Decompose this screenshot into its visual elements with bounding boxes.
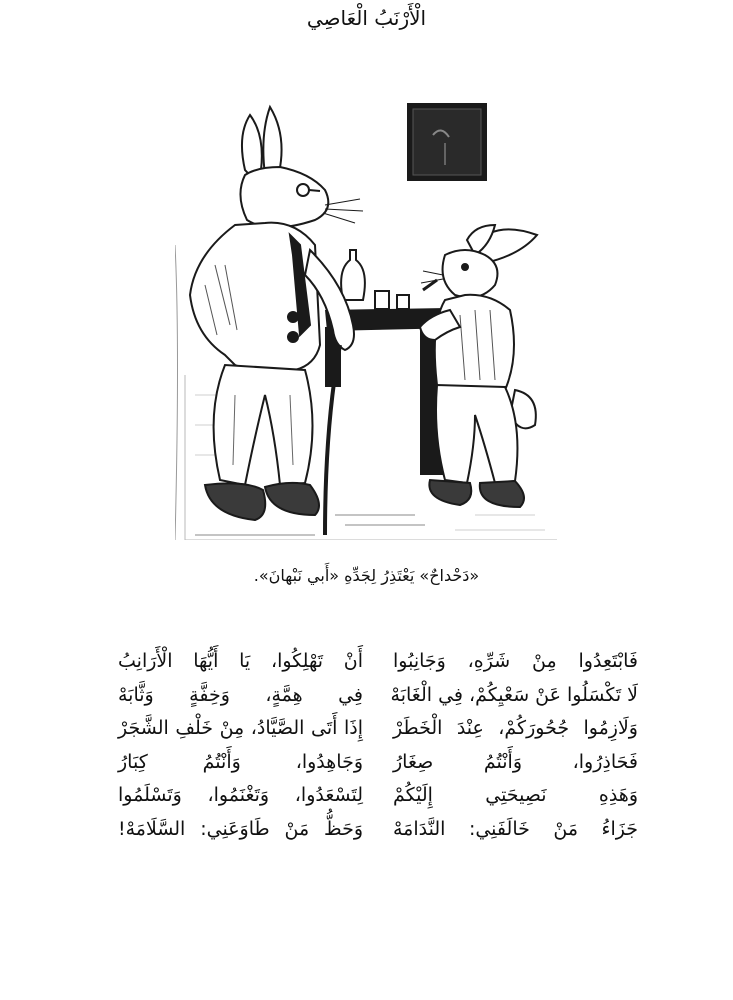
verse-line: جَزَاءُ مَنْ خَالَفَنِي: النَّدَامَهْ <box>393 817 638 840</box>
page-title: الْأَرْنَبُ الْعَاصِي <box>306 6 427 30</box>
verse-line: وَجَاهِدُوا، وَأَنْتُمُ كِبَارُ <box>118 750 363 773</box>
poem <box>118 645 638 865</box>
poem-right-column <box>390 645 638 846</box>
verse-line: وَهَذِهِ نَصِيحَتِي إِلَيْكُمْ <box>393 784 638 806</box>
verse-line: وَحَظُّ مَنْ طَاوَعَنِي: السَّلَامَهْ! <box>118 817 363 840</box>
verse-line: فَحَاذِرُوا، وَأَنْتُمُ صِغَارُ <box>393 750 638 773</box>
verse-line: إِذَا أَتَى الصَّيَّادُ، مِنْ خَلْفِ الشَّجَرْ <box>118 717 363 739</box>
illustration-caption: «دَحْداحٌ» يَعْتَذِرُ لِجَدِّهِ «أَبي نَبْهانَ». <box>253 566 480 585</box>
verse-line: فَابْتَعِدُوا مِنْ شَرِّهِ، وَجَانِبُوا <box>393 650 638 672</box>
verse-line: لِتَسْعَدُوا، وَتَغْنَمُوا، وَتَسْلَمُوا <box>118 784 363 806</box>
verse-line: لَا تَكْسَلُوا عَنْ سَعْيِكُمْ، فِي الْغَابَهْ <box>390 683 638 706</box>
wall-picture <box>407 103 487 181</box>
rabbits-illustration <box>175 95 557 540</box>
verse-line: أَنْ تَهْلِكُوا، يَا أَيُّهَا الْأَرَانِبُ <box>118 650 363 672</box>
verse-line: فِي هِمَّةٍ، وَخِفَّةٍ وَثَّابَهْ <box>118 683 363 706</box>
verse-line: وَلَازِمُوا جُحُورَكُمْ، عِنْدَ الْخَطَرْ <box>393 717 638 739</box>
poem-left-column <box>118 645 363 846</box>
